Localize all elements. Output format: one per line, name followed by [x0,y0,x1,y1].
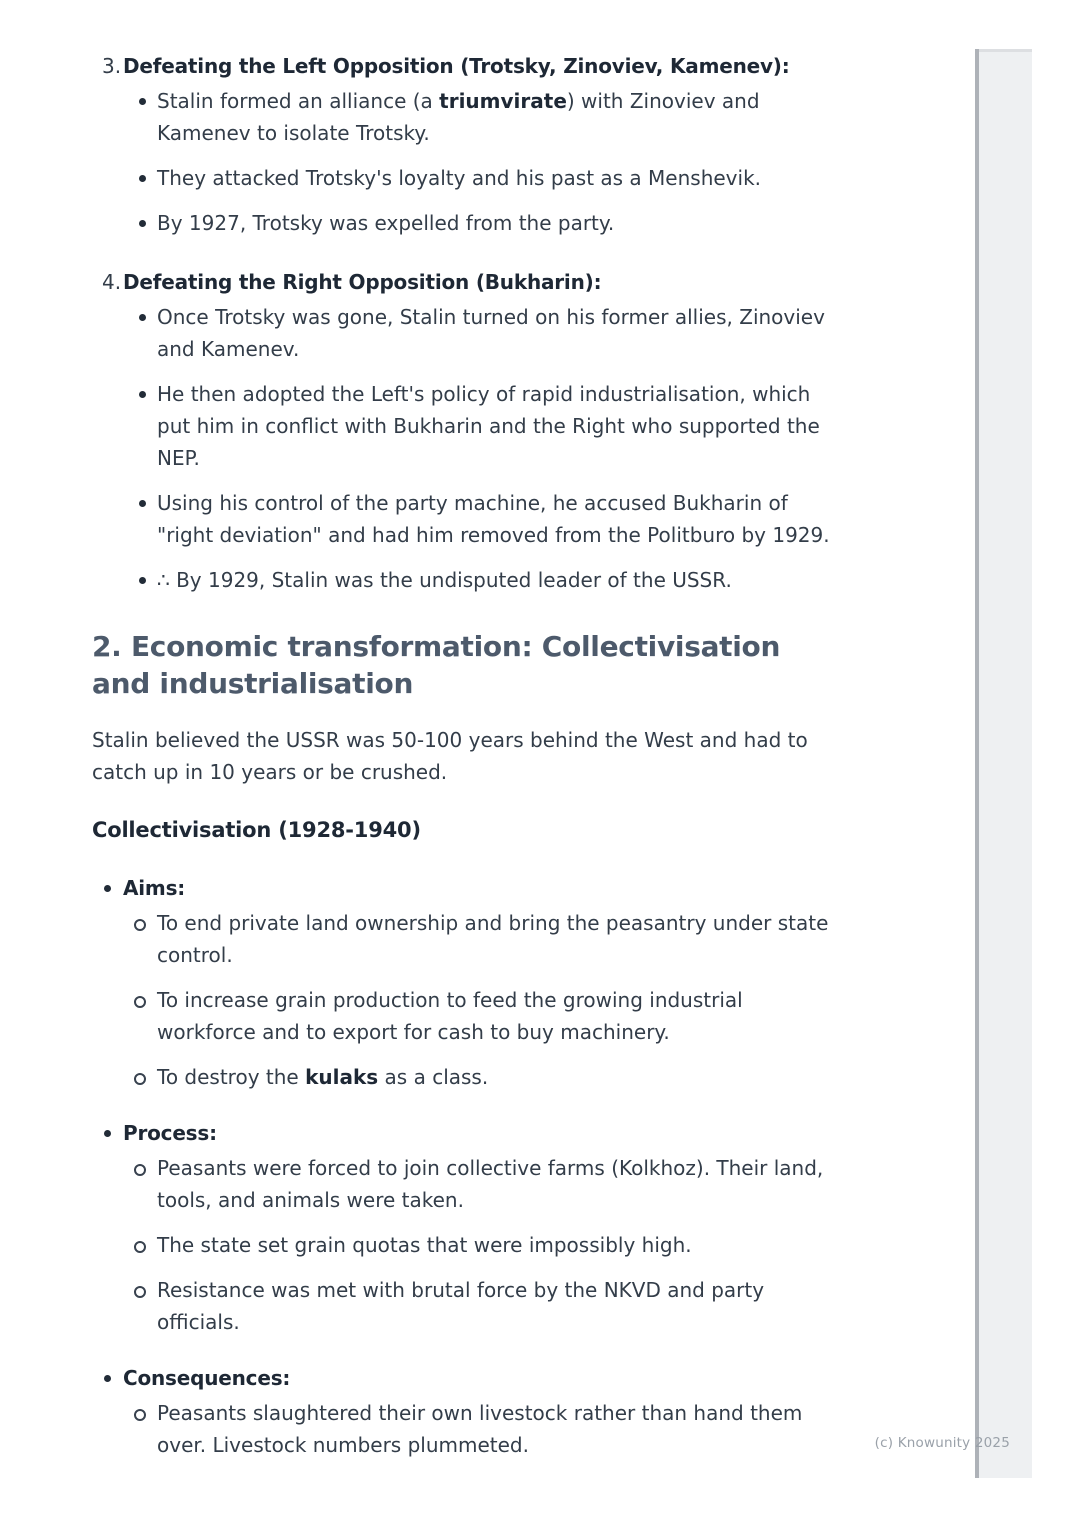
bullet-text [157,301,832,365]
topic-heading [96,872,852,904]
sub-bullet-item [128,1229,852,1261]
text-run: ) with Zinoviev and Kamenev to isolate Trotsky. [157,89,760,145]
item-title: Defeating the Left Opposition (Trotsky, Zinoviev, Kamenev): [123,54,790,78]
sub-bullet-text [157,1152,832,1216]
numbered-item-heading [102,266,852,298]
bullet-dot-icon [139,98,146,105]
topic-group [92,872,852,1093]
sub-bullet-marker [128,907,157,971]
bullet-item [133,378,852,474]
circle-bullet-icon [134,1241,146,1253]
topic-label: Process: [123,1121,217,1145]
bullet-dot-icon [139,314,146,321]
copyright-watermark: (c) Knowunity 2025 [874,1435,1010,1451]
text-run: Resistance was met with brutal force by the NKVD and party officials. [157,1278,765,1334]
sub-bullet-item [128,1061,852,1093]
topic-list [92,872,852,1461]
text-run: By 1927, Trotsky was expelled from the party. [157,211,615,235]
bullet-dot-icon [139,391,146,398]
bullet-text [157,207,614,239]
bullet-text [157,85,832,149]
circle-bullet-icon [134,919,146,931]
numbered-list [92,50,852,596]
bullet-dot-icon [104,885,111,892]
scrollbar-track[interactable] [979,49,1032,1478]
numbered-item-heading [102,50,852,82]
topic-label: Aims: [123,876,186,900]
scrollbar[interactable] [975,49,1032,1478]
text-run: The state set grain quotas that were impossibly high. [157,1233,692,1257]
item-title: Defeating the Right Opposition (Bukharin): [123,270,602,294]
sub-bullet-text [157,1061,488,1093]
bullet-marker [133,564,157,596]
bullet-marker [133,207,157,239]
sub-bullet-item [128,1152,852,1216]
bullet-dot-icon [104,1130,111,1137]
sub-bullet-marker [128,1274,157,1338]
sub-bullet-marker [128,1061,157,1093]
bullet-marker [96,872,123,904]
topic-heading [96,1362,852,1394]
circle-bullet-icon [134,996,146,1008]
bullet-text [157,162,761,194]
bullet-item [133,85,852,149]
text-run: To increase grain production to feed the growing industrial workforce and to export for cash to buy machinery. [157,988,743,1044]
bullet-dot-icon [104,1375,111,1382]
document-content [92,50,852,1485]
sub-bullet-item [128,984,852,1048]
bullet-dot-icon [139,500,146,507]
bullet-dot-icon [139,220,146,227]
bullet-marker [133,85,157,149]
text-run: Stalin formed an alliance (a [157,89,440,113]
text-run: To destroy the [157,1065,306,1089]
bullet-marker [133,378,157,474]
sub-bullet-marker [128,984,157,1048]
bullet-item [133,162,852,194]
sub-bullet-text [157,1274,832,1338]
topic-heading [96,1117,852,1149]
text-run: ∴ By 1929, Stalin was the undisputed leader of the USSR. [157,568,732,592]
bullet-marker [133,301,157,365]
item-number: 3. [102,54,122,78]
sub-bullet-text [157,1229,692,1261]
sub-bullet-item [128,1397,852,1461]
circle-bullet-icon [134,1409,146,1421]
sub-bullet-item [128,1274,852,1338]
topic-label: Consequences: [123,1366,291,1390]
bold-term: kulaks [305,1065,379,1089]
bullet-dot-icon [139,577,146,584]
bullet-item [133,487,852,551]
text-run: They attacked Trotsky's loyalty and his past as a Menshevik. [157,166,762,190]
bullet-text [157,487,832,551]
subsection-heading: Collectivisation (1928-1940) [92,818,421,842]
circle-bullet-icon [134,1286,146,1298]
bullet-text [157,564,732,596]
text-run: To end private land ownership and bring the peasantry under state control. [157,911,829,967]
intro-paragraph: Stalin believed the USSR was 50-100 years behind the West and had to catch up in 10 years or be crushed. [92,728,808,784]
sub-bullet-marker [128,1397,157,1461]
text-run: as a class. [378,1065,489,1089]
bullet-marker [96,1117,123,1149]
sub-bullet-marker [128,1152,157,1216]
bullet-item [133,207,852,239]
bullet-text [157,378,832,474]
text-run: Peasants were forced to join collective farms (Kolkhoz). Their land, tools, and animals were taken. [157,1156,824,1212]
bullet-marker [133,487,157,551]
bullet-dot-icon [139,175,146,182]
text-run: Once Trotsky was gone, Stalin turned on his former allies, Zinoviev and Kamenev. [157,305,825,361]
bullet-marker [96,1362,123,1394]
bullet-marker [133,162,157,194]
text-run: Using his control of the party machine, he accused Bukharin of "right deviation" and had him removed from the Politburo by 1929. [157,491,830,547]
sub-bullet-text [157,1397,832,1461]
sub-bullet-text [157,907,832,971]
sub-bullet-text [157,984,832,1048]
sub-bullet-item [128,907,852,971]
text-run: Peasants slaughtered their own livestock rather than hand them over. Livestock numbers plummeted. [157,1401,803,1457]
topic-group [92,1117,852,1338]
bold-term: triumvirate [439,89,567,113]
section-heading: 2. Economic transformation: Collectivisation and industrialisation [92,630,781,700]
circle-bullet-icon [134,1073,146,1085]
item-number: 4. [102,270,122,294]
topic-group [92,1362,852,1461]
sub-bullet-marker [128,1229,157,1261]
bullet-item [133,301,852,365]
bullet-item [133,564,852,596]
text-run: He then adopted the Left's policy of rapid industrialisation, which put him in conflict with Bukharin and the Right who supported the NEP. [157,382,820,470]
numbered-item [102,50,852,239]
circle-bullet-icon [134,1164,146,1176]
numbered-item [102,266,852,596]
